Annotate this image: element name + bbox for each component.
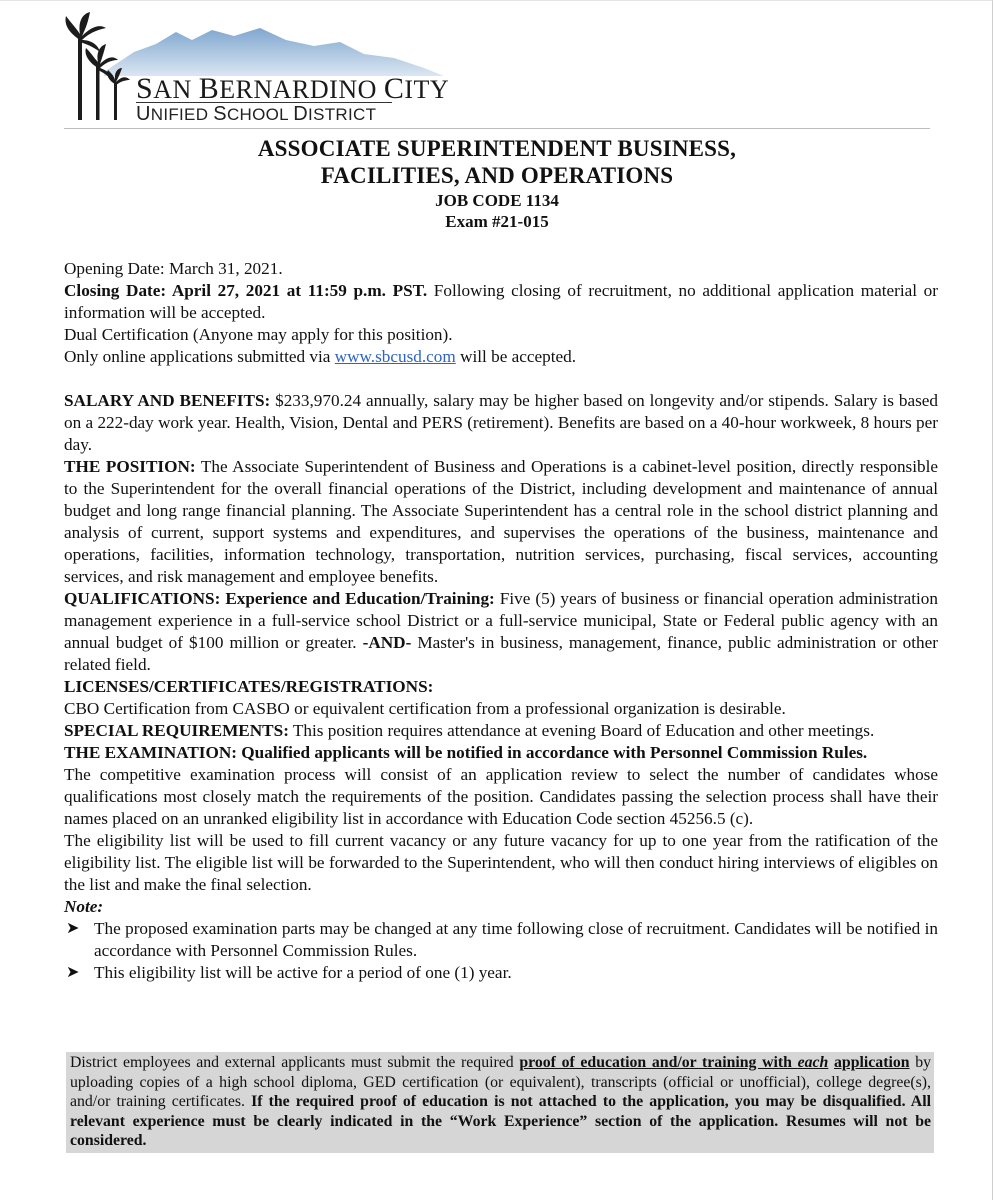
closing-date [64, 280, 938, 324]
closing-date-text: Following closing of recruitment, no additional application material or information will be accepted. [64, 281, 938, 322]
dual-certification: Dual Certification (Anyone may apply for this position). [64, 325, 453, 344]
closing-date-label: Closing Date: April 27, 2021 at 11:59 p.m. PST. [64, 281, 428, 300]
job-title-line2: FACILITIES, AND OPERATIONS [320, 163, 674, 188]
logo-org-name-line1: SAN BERNARDINO CITY [136, 72, 450, 105]
arrow-bullet-icon: ➤ [66, 920, 80, 937]
sbcusd-link[interactable]: www.sbcusd.com [334, 347, 456, 366]
job-code: JOB CODE 1134 [435, 191, 559, 210]
qualifications-text1: Five (5) years of business or financial operation administration management experience in a full-service school District or a full-service municipal, State or Federal public agency with an annual budget of $100 million or greater. [64, 589, 938, 652]
opening-date: Opening Date: March 31, 2021. [64, 259, 283, 278]
job-title-line1: ASSOCIATE SUPERINTENDENT BUSINESS, [257, 136, 737, 161]
licenses-label: LICENSES/CERTIFICATES/REGISTRATIONS: [64, 677, 434, 696]
position-label: THE POSITION: [64, 457, 196, 476]
proof-of-education-notice [66, 1052, 934, 1153]
qualifications-and: -AND- [362, 633, 412, 652]
arrow-bullet-icon: ➤ [66, 964, 80, 981]
special-text: This position requires attendance at evening Board of Education and other meetings. [288, 721, 875, 740]
online-applications [64, 346, 938, 368]
note-bullet [64, 918, 938, 962]
online-text-post: will be accepted. [455, 347, 577, 366]
special-section [64, 720, 938, 742]
notice-bold-warning: If the required proof of education is not attached to the application, you may be disqualified. All relevant experience must be clearly indicated in the “Work Experience” section of the application. Resumes will not be considered. [70, 1093, 931, 1150]
special-label: SPECIAL REQUIREMENTS: [64, 721, 289, 740]
note-bullet-text: This eligibility list will be active for a period of one (1) year. [94, 963, 512, 982]
examination-heading: THE EXAMINATION: Qualified applicants will be notified in accordance with Personnel Commission Rules. [64, 743, 868, 762]
posting-body [64, 258, 938, 984]
position-section [64, 456, 938, 588]
logo-org-name-line2: UNIFIED SCHOOL DISTRICT [136, 103, 377, 125]
qualifications-section [64, 588, 938, 676]
note-bullet-text: The proposed examination parts may be changed at any time following close of recruitment. Candidates will be notified in accordance with Personnel Commission Rules. [94, 919, 938, 960]
note-label: Note: [64, 897, 104, 916]
header-divider [64, 128, 930, 129]
exam-number: Exam #21-015 [445, 212, 549, 231]
notice-underline-application: application [834, 1054, 910, 1071]
examination-para1: The competitive examination process will consist of an application review to select the number of candidates whose qualifications most closely match the requirements of the position. Candidates passing the selection process shall have their names placed on an unranked eligibility list in accordance with Education Code section 45256.5 (c). [64, 765, 938, 828]
salary-label: SALARY AND BENEFITS: [64, 391, 271, 410]
online-text-pre: Only online applications submitted via [64, 347, 335, 366]
salary-text: $233,970.24 annually, salary may be higher based on longevity and/or stipends. Salary is based on a 222-day work year. Health, Vision, Dental and PERS (retirement). Benefits are based on a 40-hour workweek, 8 hours per day. [64, 391, 938, 454]
salary-section [64, 390, 938, 456]
examination-para2: The eligibility list will be used to fill current vacancy or any future vacancy for up to one year from the ratification of the eligibility list. The eligible list will be forwarded to the Superintendent, who will then conduct hiring interviews of eligibles on the list and make the final selection. [64, 831, 938, 894]
licenses-text: CBO Certification from CASBO or equivalent certification from a professional organization is desirable. [64, 699, 786, 718]
position-text: The Associate Superintendent of Business and Operations is a cabinet-level position, directly responsible to the Superintendent for the overall financial operations of the District, including development and maintenance of annual budget and long range financial planning. The Associate Superintendent has a central role in the school district planning and analysis of current, support systems and expenditures, and supervises the operations of the business, maintenance and operations, facilities, information technology, transportation, nutrition services, purchasing, fiscal services, accounting services, and risk management and employee benefits. [64, 457, 939, 586]
notice-text1: District employees and external applicants must submit the required [70, 1054, 520, 1071]
notice-underline-each: each [797, 1054, 829, 1071]
notice-underline1: proof of education and/or training with [519, 1054, 798, 1071]
qualifications-text2: Master's in business, management, finance, public administration or other related field. [64, 633, 938, 674]
notice-text2: by uploading copies of a high school diploma, GED certification (or equivalent), transcripts (official or unofficial), college degree(s), and/or training certificates. [70, 1054, 931, 1111]
qualifications-label: QUALIFICATIONS: Experience and Education/Training: [64, 589, 495, 608]
district-logo [64, 10, 930, 130]
note-bullet [64, 962, 938, 984]
